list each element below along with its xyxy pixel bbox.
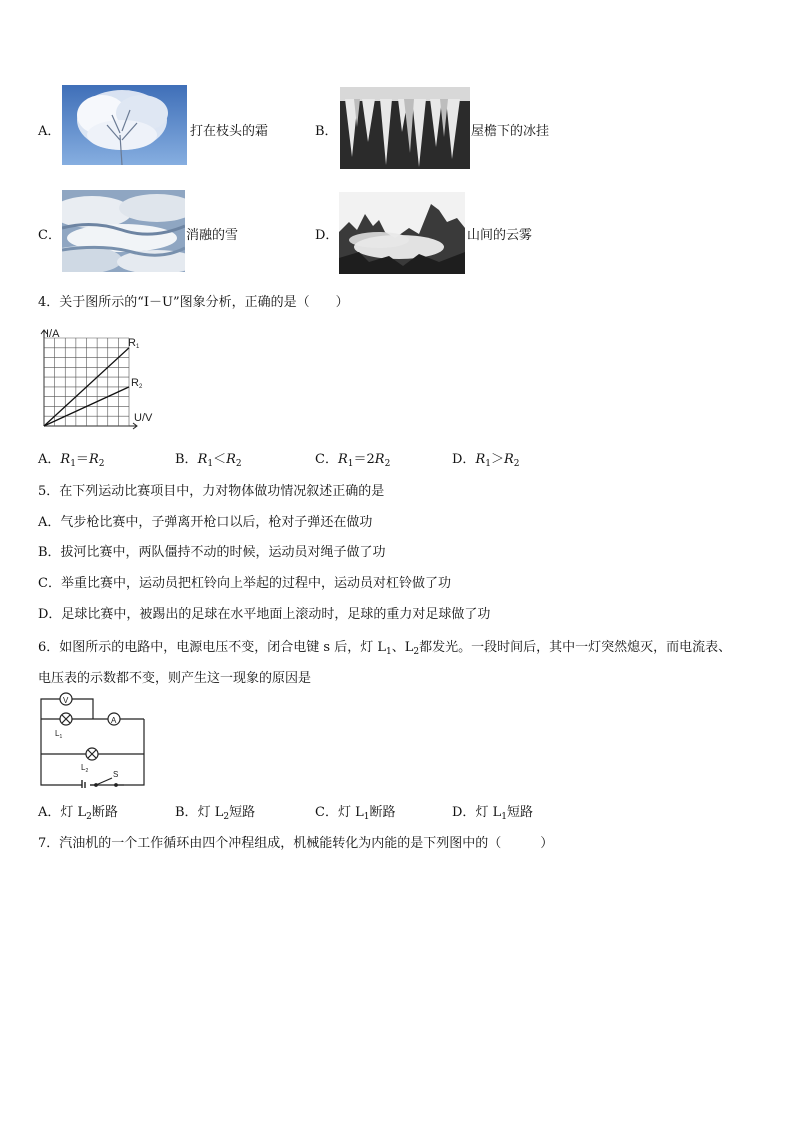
question-6-stem-line1: 6．如图所示的电路中，电源电压不变，闭合电键 s 后，灯 $L_1$、$L_2$都发光。一段时间后，其中一灯突然熄灭，而电流表、 [38,640,732,657]
q5-option-c[interactable]: C．举重比赛中，运动员把杠铃向上举起的过程中，运动员对杠铃做了功 [38,576,451,591]
q6-option-b[interactable]: B．灯 $L_2$短路 [175,805,256,822]
mountain-fog-image [339,192,465,274]
q5-option-a[interactable]: A．气步枪比赛中，子弹离开枪口以后，枪对子弹还在做功 [38,515,373,530]
axis-arrows [41,330,137,429]
option-b-letter: B． [315,124,338,139]
q4-option-b[interactable]: B．$R_1<R_2$ [175,452,242,469]
option-d-caption: 山间的云雾 [467,228,533,243]
ammeter-label: A [111,716,117,725]
option-c-letter: C． [38,228,61,243]
option-b-caption: 屋檐下的冰挂 [471,124,550,139]
q4-option-d-letter: D． [452,452,476,467]
question-5-stem: 5．在下列运动比赛项目中，力对物体做功情况叙述正确的是 [38,484,385,499]
q5-option-d[interactable]: D．足球比赛中，被踢出的足球在水平地面上滚动时，足球的重力对足球做了功 [38,607,491,622]
q4-option-c-letter: C． [315,452,338,467]
frost-on-branches-image [62,85,187,165]
q4-option-a-letter: A． [38,452,61,467]
lamp-l1-label: $L_1$ [55,729,63,740]
icicles-image [340,87,470,169]
x-axis-label: U/V [134,412,153,424]
option-a-letter: A． [38,124,61,139]
melting-snow-image [62,190,185,272]
q6-option-a[interactable]: A．灯 $L_2$断路 [38,805,118,822]
q4-option-d[interactable]: D．$R_1>R_2$ [452,452,520,469]
iu-chart [38,324,163,434]
switch-label: S [113,770,119,779]
lamp-l2-label: $L_2$ [81,763,89,774]
q5-option-b[interactable]: B．拔河比赛中，两队僵持不动的时候，运动员对绳子做了功 [38,545,386,560]
voltmeter-label: V [63,696,69,705]
q4-option-c[interactable]: C．$R_1=2R_2$ [315,452,391,469]
question-6-stem-line2: 电压表的示数都不变，则产生这一现象的原因是 [38,671,312,686]
q6-option-c[interactable]: C．灯 $L_1$断路 [315,805,396,822]
question-4-stem: 4．关于图所示的“I－U”图象分析，正确的是（ ） [38,295,349,310]
q4-option-b-letter: B． [175,452,198,467]
q4-option-a[interactable]: A．$R_1=R_2$ [38,452,105,469]
series-r1-label: R1 [128,337,140,350]
y-axis-label: I/A [46,328,60,340]
option-a-caption: 打在枝头的霜 [190,124,269,139]
question-7-stem: 7．汽油机的一个工作循环由四个冲程组成，机械能转化为内能的是下列图中的（ ） [38,836,554,851]
series-r2-label: R2 [131,377,143,390]
option-d-letter: D． [315,228,339,243]
circuit-diagram [38,688,148,788]
option-c-caption: 消融的雪 [186,228,239,243]
q6-option-d[interactable]: D．灯 $L_1$短路 [452,805,533,822]
